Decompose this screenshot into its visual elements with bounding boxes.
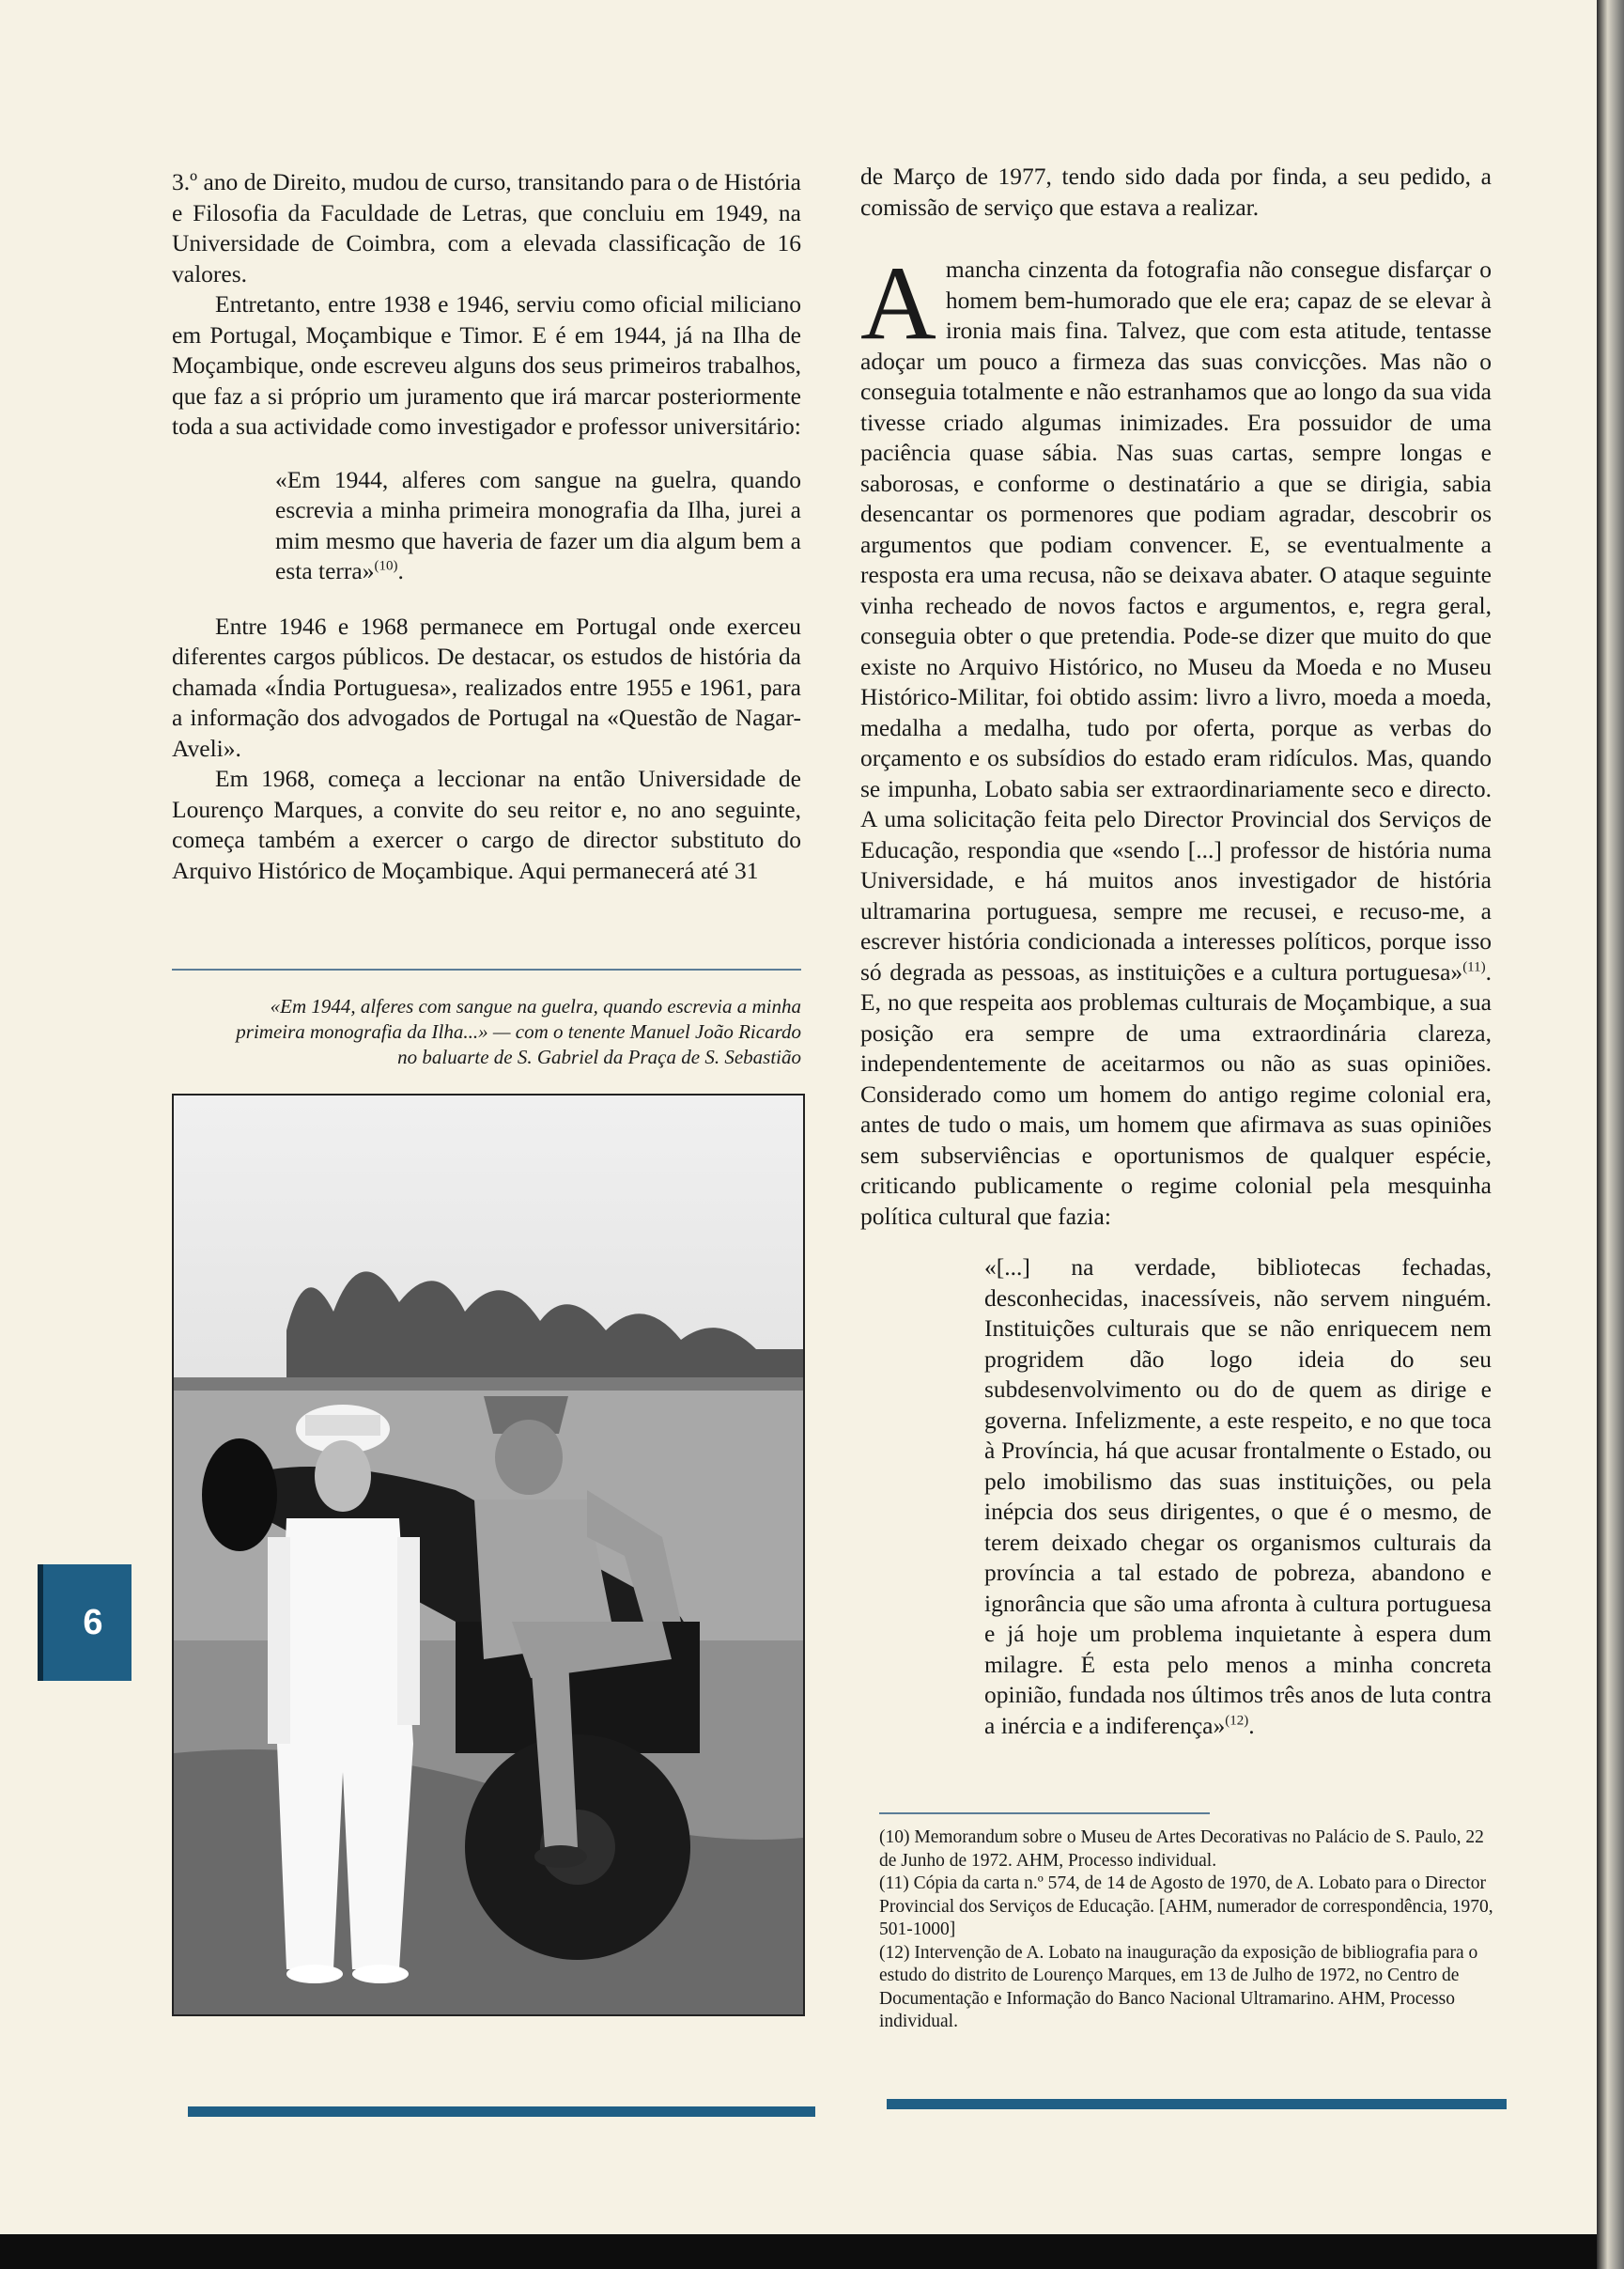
- left-quote: «Em 1944, alferes com sangue na guelra, quando escrevia a minha primeira monografia da Ilha, jurei a mim mesmo que haveria de fazer um dia algum bem a esta terra»$^{(10)}$.: [275, 465, 801, 584]
- right-main-text-continued: . E, no que respeita aos problemas culturais de Moçambique, a sua posição era sempre de uma extraordinária clareza, independentemente de aceitarmos ou não as suas opiniões. Considerado como um homem do antigo regime colonial era, antes de tudo o mais, um homem que afirmava as suas opiniões sem subserviências e oportunismos de qualquer espécie, criticando publicamente o regime colonial pela mesquinha política cultural que fazia:: [860, 957, 1492, 1230]
- photo-caption: [172, 994, 801, 1070]
- footnote-10: (10) Memorandum sobre o Museu de Artes Decorativas no Palácio de S. Paulo, 22 de Junho de 1972. AHM, Processo individual.: [879, 1827, 1484, 1871]
- page-tab-edge: [38, 1564, 43, 1681]
- caption-line-3: no baluarte de S. Gabriel da Praça de S. Sebastião: [397, 1046, 801, 1068]
- footnote-ref-10: (10): [374, 558, 398, 574]
- right-opening-paragraph: de Março de 1977, tendo sido dada por finda, a seu pedido, a comissão de serviço que estava a realizar.: [860, 163, 1492, 221]
- page-number-tab: [38, 1564, 131, 1681]
- drop-cap: A: [860, 245, 936, 362]
- left-quote-text: «Em 1944, alferes com sangue na guelra, quando escrevia a minha primeira monografia da Ilha, jurei a mim mesmo que haveria de fazer um dia algum bem a esta terra»: [275, 465, 801, 584]
- footnote-ref-12: (12): [1225, 1713, 1249, 1728]
- footnote-11: (11) Cópia da carta n.º 574, de 14 de Agosto de 1970, de A. Lobato para o Director Provincial dos Serviços de Educação. [AHM, numerador de correspondência, 1970, 501-1000]: [879, 1873, 1493, 1939]
- footnote-ref-11: (11): [1462, 959, 1486, 974]
- footnote-divider-rule: [879, 1812, 1210, 1814]
- photo-illustration: [174, 1096, 803, 2014]
- right-main-paragraph: [860, 245, 1492, 1232]
- right-quote-end: .: [1248, 1711, 1255, 1739]
- left-paragraph-3: Entre 1946 e 1968 permanece em Portugal onde exerceu diferentes cargos públicos. De destacar, os estudos de história da chamada «Índia Portuguesa», realizados entre 1955 e 1961, para a informação dos advogados de Portugal na «Questão de Nagar-Aveli».: [172, 612, 801, 762]
- historical-photograph: [172, 1094, 805, 2016]
- right-quote-text: «[...] na verdade, bibliotecas fechadas, desconhecidas, inacessíveis, não servem ninguém. Instituições culturais que se não enriquecem nem progridem dão logo ideia do seu subdesenvolvimento ou do de quem as dirige e governa. Infelizmente, a este respeito, e no que toca à Província, há que acusar frontalmente o Estado, ou pelo imobilismo das suas instituições, ou pela inépcia dos seus dirigentes, o que é o mesmo, de terem deixado chegar os organismos culturais da província a tal estado de pobreza, abandono e ignorância que são uma afronta à cultura portuguesa e já hoje um problema inquietante à espera dum milagre. É esta pelo menos a minha concreta opinião, fundada nos últimos três anos de luta contra a inércia e a indiferença»: [984, 1253, 1492, 1739]
- left-divider-rule: [172, 969, 801, 971]
- right-main-text: mancha cinzenta da fotografia não consegue disfarçar o homem bem-humorado que ele era; capaz de se elevar à ironia mais fina. Talvez, que com esta atitude, tentasse adoçar um pouco a firmeza das suas convicções. Mas não o conseguia totalmente e não estranhamos que ao longo da sua vida tivesse criado algumas inimizades. Era possuidor de uma paciência quase sábia. Nas suas cartas, sempre longas e saborosas, e conforme o destinatário a que se dirigia, sabia desencantar os pormenores que podiam agradar, descobrir os argumentos que podiam convencer. E, se eventualmente a resposta era uma recusa, não se deixava abater. O ataque seguinte vinha recheado de novos factos e argumentos, e, regra geral, conseguia obter o que pretendia. Pode-se dizer que muito do que existe no Arquivo Histórico, no Museu da Moeda e no Museu Histórico-Militar, foi obtido assim: livro a livro, moeda a moeda, medalha a medalha, tudo por oferta, porque as verbas do orçamento e os subsídios do estado eram ridículos. Mas, quando se impunha, Lobato sabia ser extraordinariamente seco e directo. A uma solicitação feita pelo Director Provincial dos Serviços de Educação, respondia que «sendo [...] professor de história numa Universidade, e há muitos anos investigador de história ultramarina portuguesa, sempre me recusei, e recuso-me, a escrever história condicionada a interesses políticos, porque isso só degrada as pessoas, as instituições e a cultura portuguesa»: [860, 256, 1492, 986]
- right-quote: [984, 1252, 1492, 1741]
- page-edge: [1597, 0, 1624, 2269]
- page-number: 6: [83, 1602, 103, 1642]
- left-paragraph-4: Em 1968, começa a leccionar na então Universidade de Lourenço Marques, a convite do seu reitor e, no ano seguinte, começa também a exercer o cargo de director substituto do Arquivo Histórico de Moçambique. Aqui permanecerá até 31: [172, 765, 801, 884]
- left-paragraph-1: 3.º ano de Direito, mudou de curso, transitando para o de História e Filosofia da Faculdade de Letras, que concluiu em 1949, na Universidade de Coimbra, com a elevada classificação de 16 valores.: [172, 168, 801, 288]
- left-paragraph-2: Entretanto, entre 1938 e 1946, serviu como oficial miliciano em Portugal, Moçambique e Timor. E é em 1944, já na Ilha de Moçambique, onde escreveu alguns dos seus primeiros trabalhos, que faz a si próprio um juramento que irá marcar posteriormente toda a sua actividade como investigador e professor universitário:: [172, 290, 801, 440]
- footnotes: [879, 1826, 1497, 2034]
- caption-line-2: primeira monografia da Ilha...» — com o tenente Manuel João Ricardo: [236, 1020, 801, 1043]
- bottom-bar-right: [887, 2099, 1507, 2109]
- left-column: [172, 167, 801, 886]
- caption-line-1: «Em 1944, alferes com sangue na guelra, quando escrevia a minha: [270, 995, 801, 1018]
- footnote-12: (12) Intervenção de A. Lobato na inauguração da exposição de bibliografia para o estudo do distrito de Lourenço Marques, em 13 de Julho de 1972, no Centro de Documentação e Informação do Banco Nacional Ultramarino. AHM, Processo individual.: [879, 1942, 1478, 2031]
- bottom-bar-left: [188, 2106, 815, 2117]
- right-column: [860, 162, 1492, 1741]
